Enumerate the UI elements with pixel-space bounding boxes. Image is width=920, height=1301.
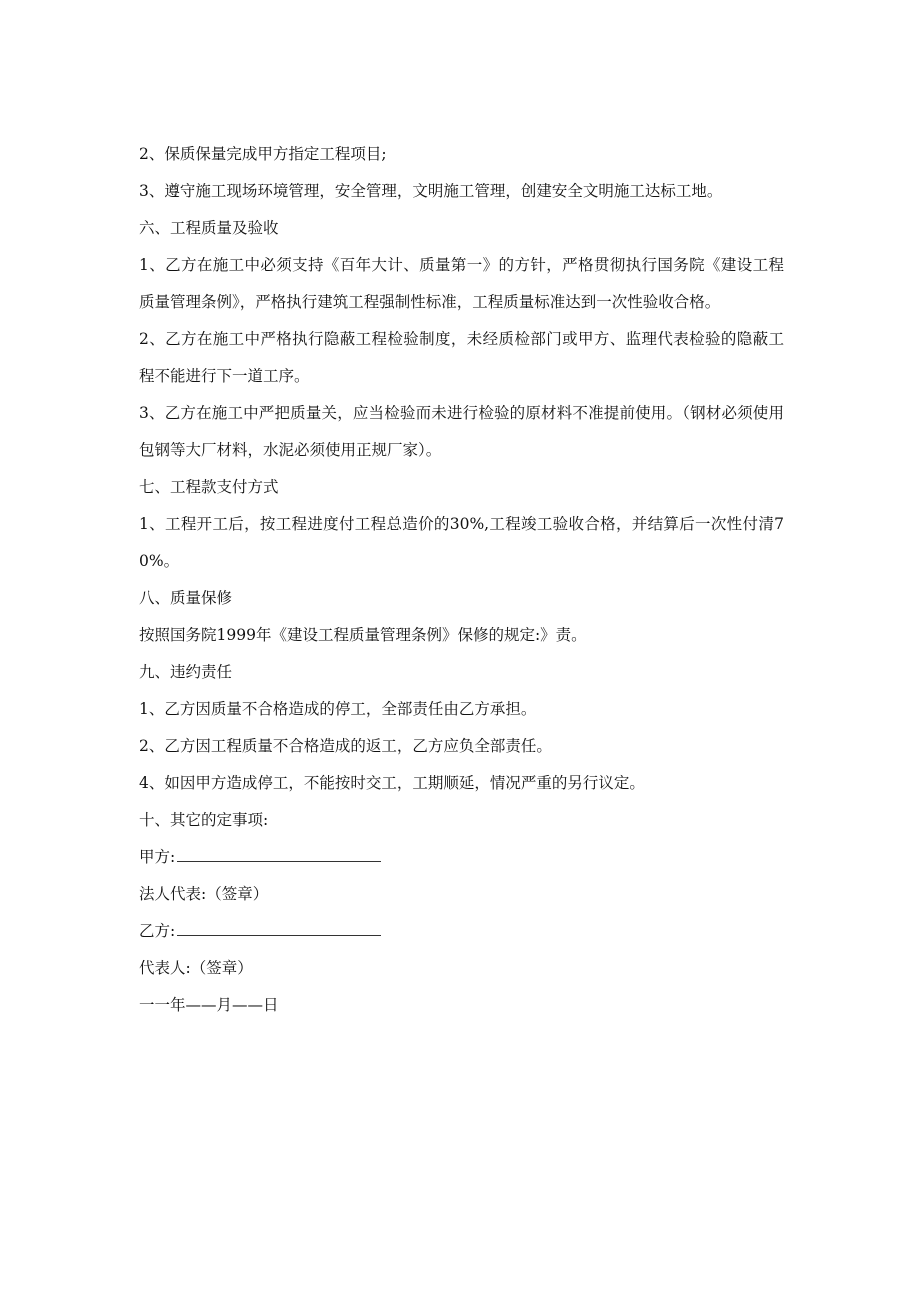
party-b-signature-line [139, 913, 784, 950]
paragraph: 3、遵守施工现场环境管理，安全管理，文明施工管理，创建安全文明施工达标工地。 [139, 182, 723, 200]
party-b-rep-label: 代表人:（签章） [139, 959, 253, 977]
party-b-label: 乙方: [139, 922, 176, 940]
party-a-signature-line [139, 839, 784, 876]
paragraph: 1、工程开工后，按工程进度付工程总造价的30%,工程竣工验收合格，并结算后一次性付清70%。 [139, 515, 784, 570]
party-a-label: 甲方: [139, 848, 176, 866]
section-heading: 十、其它的定事项: [139, 811, 269, 829]
contract-body [139, 136, 784, 839]
paragraph: 1、乙方在施工中必须支持《百年大计、质量第一》的方针，严格贯彻执行国务院《建设工程质量管理条例》，严格执行建筑工程强制性标准，工程质量标准达到一次性验收合格。 [139, 256, 784, 311]
paragraph: 2、保质保量完成甲方指定工程项目; [139, 145, 387, 163]
paragraph: 1、乙方因质量不合格造成的停工，全部责任由乙方承担。 [139, 700, 537, 718]
section-heading: 六、工程质量及验收 [139, 219, 279, 237]
paragraph: 4、如因甲方造成停工，不能按时交工，工期顺延，情况严重的另行议定。 [139, 774, 645, 792]
paragraph: 按照国务院1999年《建设工程质量管理条例》保修的规定:》责。 [139, 626, 587, 644]
section-heading: 八、质量保修 [139, 589, 233, 607]
paragraph: 2、乙方因工程质量不合格造成的返工，乙方应负全部责任。 [139, 737, 552, 755]
party-a-blank[interactable] [177, 843, 381, 862]
section-heading: 九、违约责任 [139, 663, 233, 681]
date-line: 一一年——月——日 [139, 996, 279, 1014]
section-heading: 七、工程款支付方式 [139, 478, 279, 496]
party-b-blank[interactable] [177, 917, 381, 936]
paragraph: 2、乙方在施工中严格执行隐蔽工程检验制度，未经质检部门或甲方、监理代表检验的隐蔽工程不能进行下一道工序。 [139, 330, 784, 385]
document-page [139, 136, 784, 1024]
paragraph: 3、乙方在施工中严把质量关，应当检验而未进行检验的原材料不准提前使用。（钢材必须使用包钢等大厂材料，水泥必须使用正规厂家）。 [139, 404, 784, 459]
party-a-rep-label: 法人代表:（签章） [139, 885, 269, 903]
